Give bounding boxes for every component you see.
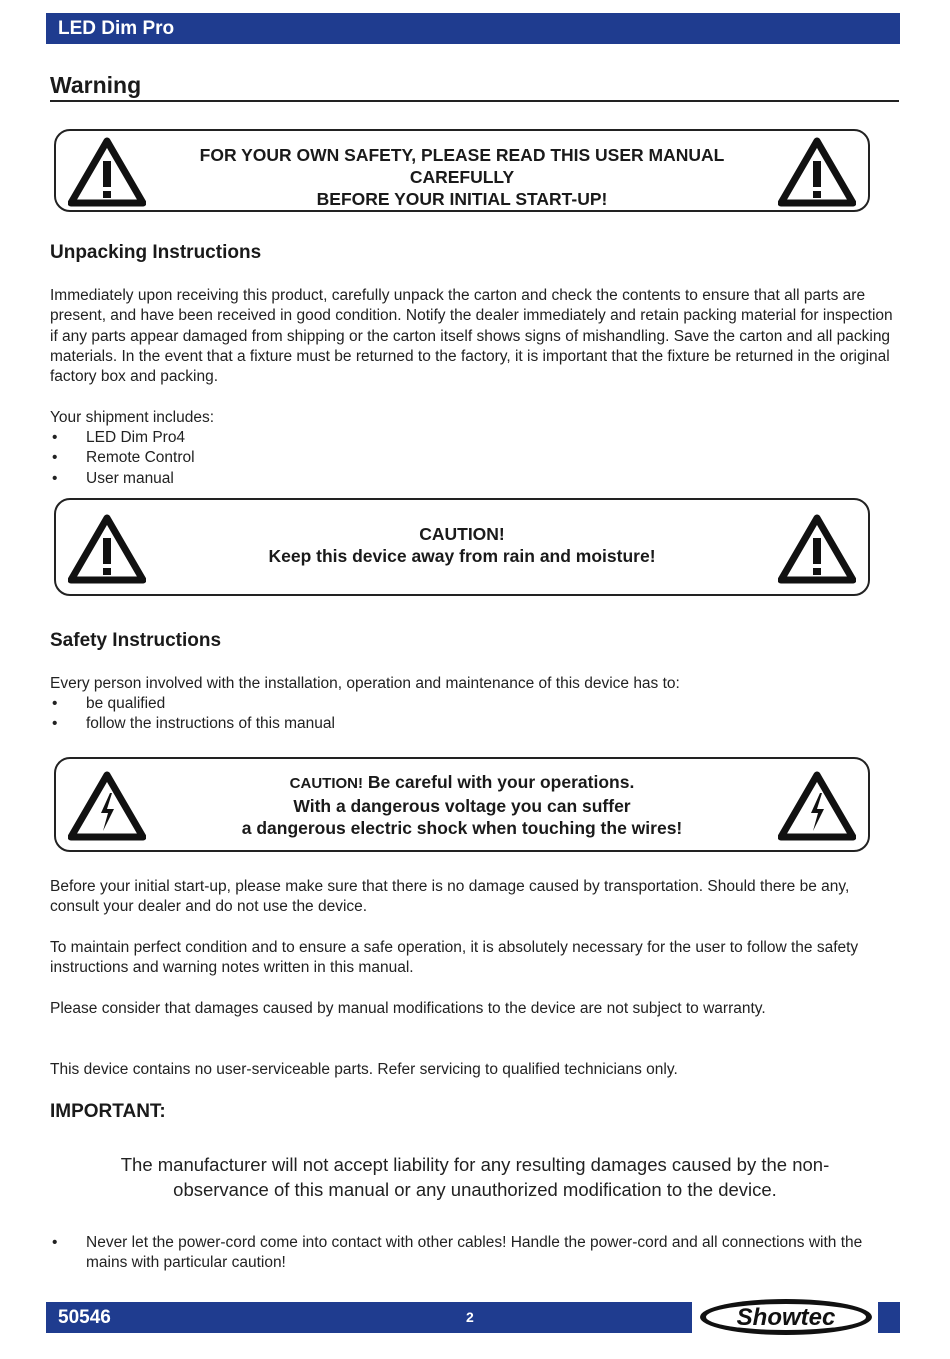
doc-code: 50546 bbox=[58, 1307, 111, 1328]
servicing-paragraph: This device contains no user-serviceable parts. Refer servicing to qualified technicians only. bbox=[50, 1061, 678, 1078]
safety-warning-box bbox=[54, 129, 870, 212]
warning-triangle-icon bbox=[68, 137, 146, 207]
caution-line-3: a dangerous electric shock when touching the wires! bbox=[241, 818, 683, 838]
unpacking-heading: Unpacking Instructions bbox=[50, 242, 262, 263]
header-bar bbox=[46, 13, 900, 44]
caution-line-1: CAUTION! bbox=[419, 524, 505, 544]
unpacking-paragraph bbox=[50, 286, 900, 387]
power-cord-list bbox=[50, 1233, 900, 1274]
rain-caution-box bbox=[54, 498, 870, 596]
safety-list bbox=[50, 694, 335, 735]
electric-caution-box bbox=[54, 757, 870, 852]
caution-line-2: Keep this device away from rain and moisture! bbox=[268, 546, 656, 566]
warning-triangle-icon bbox=[778, 514, 856, 584]
safety-heading: Safety Instructions bbox=[50, 630, 222, 651]
list-item: • Remote Control bbox=[50, 448, 195, 468]
header-title: LED Dim Pro bbox=[58, 18, 175, 39]
rain-caution-text bbox=[156, 523, 768, 567]
brand-text: Showtec bbox=[736, 1304, 836, 1331]
warning-triangle-icon bbox=[778, 137, 856, 207]
warning-triangle-icon bbox=[68, 514, 146, 584]
safety-warning-text bbox=[156, 144, 768, 210]
warning-line-1: FOR YOUR OWN SAFETY, PLEASE READ THIS USER MANUAL CAREFULLY bbox=[199, 145, 725, 187]
caution-lead: CAUTION! bbox=[289, 775, 363, 792]
electric-shock-icon bbox=[778, 771, 856, 841]
warning-line-2: BEFORE YOUR INITIAL START-UP! bbox=[316, 189, 608, 209]
list-item: • follow the instructions of this manual bbox=[50, 714, 335, 734]
list-item: • User manual bbox=[50, 469, 195, 489]
unpacking-text: Immediately upon receiving this product, carefully unpack the carton and check the contents to ensure that all parts are present, and have been received in good condition. Notify the dealer immediately and retain packing material for inspection if any parts appear damaged from shipping or the carton itself shows signs of mishandling. Save the carton and all packing materials. In the event that a fixture must be returned to the factory, it is important that the fixture be returned in the original factory box and packing. bbox=[50, 287, 893, 386]
liability-note bbox=[60, 1152, 890, 1202]
liability-note-line-2: observance of this manual or any unauthorized modification to the device. bbox=[173, 1179, 777, 1200]
showtec-logo bbox=[696, 1296, 876, 1338]
footer-accent bbox=[878, 1302, 900, 1333]
safety-intro: Every person involved with the installation, operation and maintenance of this device has to: bbox=[50, 675, 680, 692]
condition-paragraph: To maintain perfect condition and to ensure a safe operation, it is absolutely necessary for the user to follow the safety instructions and warning notes written in this manual. bbox=[50, 939, 859, 977]
important-heading: IMPORTANT: bbox=[50, 1101, 166, 1122]
page-title: Warning bbox=[50, 72, 899, 102]
page-number: 2 bbox=[466, 1309, 474, 1325]
list-item: • be qualified bbox=[50, 694, 335, 714]
footer-bar bbox=[46, 1302, 692, 1333]
electric-caution-text bbox=[156, 771, 768, 839]
caution-line-1 bbox=[156, 771, 768, 795]
shipment-intro: Your shipment includes: bbox=[50, 409, 214, 426]
liability-note-line-1: The manufacturer will not accept liability for any resulting damages caused by the non- bbox=[120, 1154, 830, 1175]
electric-shock-icon bbox=[68, 771, 146, 841]
list-item: • Never let the power-cord come into contact with other cables! Handle the power-cord and all connections with the mains with particular caution! bbox=[50, 1233, 900, 1274]
caution-line-1-text: Be careful with your operations. bbox=[367, 772, 635, 792]
list-item: • LED Dim Pro4 bbox=[50, 428, 195, 448]
caution-line-2: With a dangerous voltage you can suffer bbox=[293, 796, 631, 816]
warranty-paragraph: Please consider that damages caused by manual modifications to the device are not subject to warranty. bbox=[50, 1000, 766, 1017]
shipment-list bbox=[50, 428, 195, 489]
transport-paragraph: Before your initial start-up, please make sure that there is no damage caused by transportation. Should there be any, consult your dealer and do not use the device. bbox=[50, 878, 850, 916]
